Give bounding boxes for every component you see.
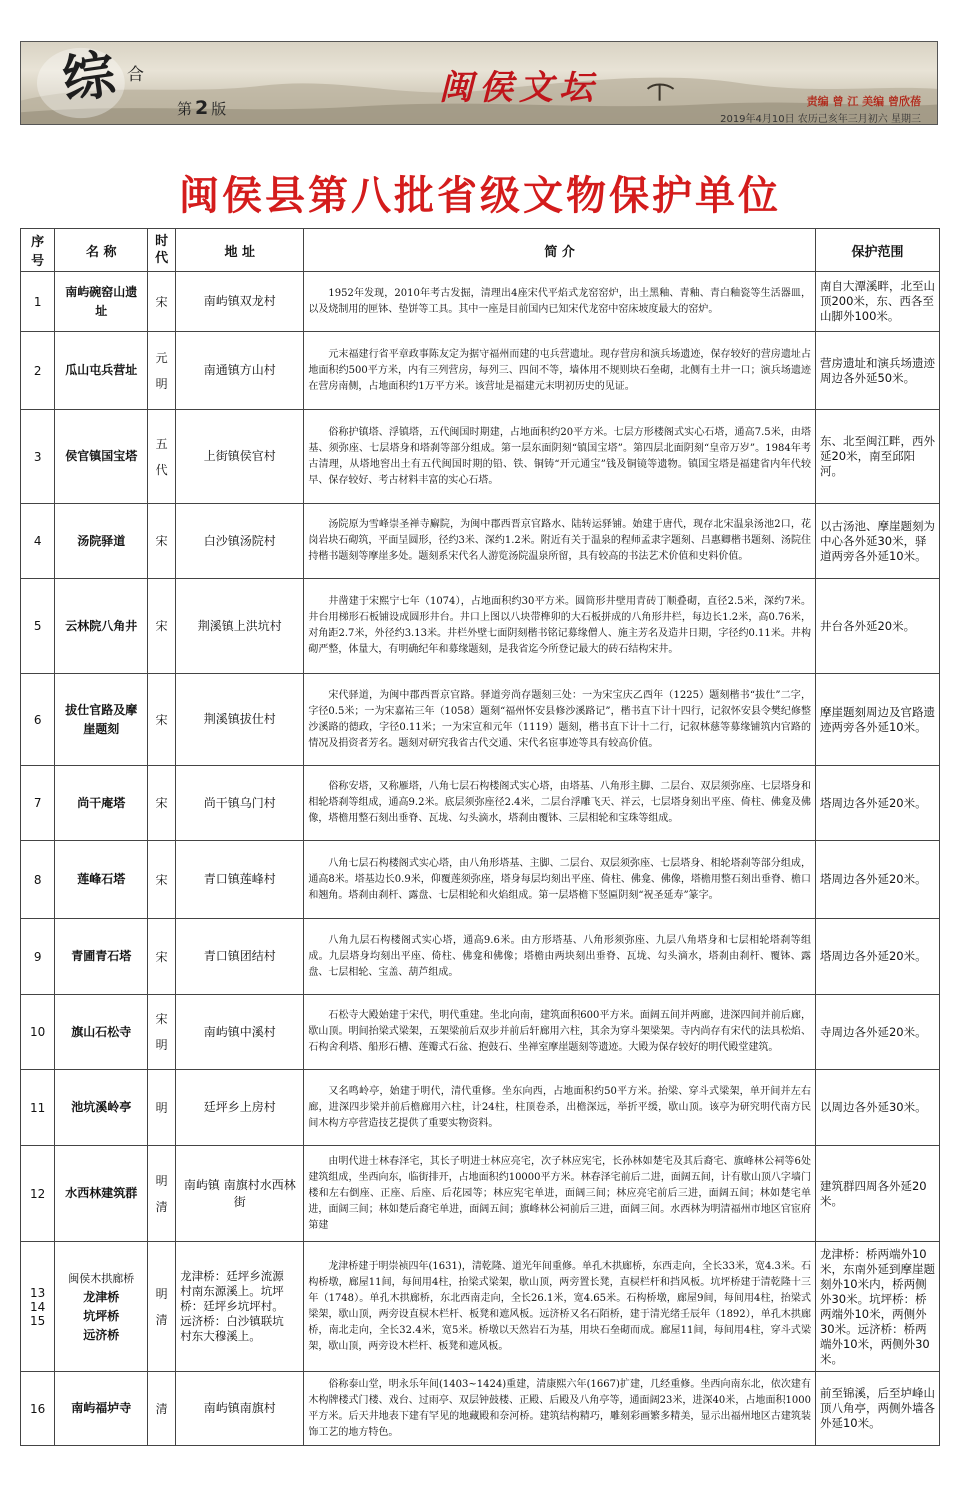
header-description: 简 介 (304, 229, 816, 272)
page-title: 闽侯县第八批省级文物保护单位 (179, 173, 781, 219)
row-name-line: 坑坪桥 (83, 1308, 120, 1323)
row-address: 南屿镇 南旗村水西林街 (176, 1146, 304, 1242)
row-description: 宋代驿道，为闽中郡西晋京官路。驿道旁尚存题刻三处：一为宋宝庆乙酉年（1225）题刻楷书“拔仕”二字，字径0.5米；一为宋嘉祐三年（1058）题刻“福州怀安县修沙溪路记”，楷书直下计十四行，记叙怀安县令樊纪修整沙溪路的德政，字径0.11米；一为宋宣和元年（1119）题刻，楷书直下计十二行，记叙林慈等募缘铺筑内官路的情况及捐资者芳名。题刻对研究我省古代交通、宋代名宦事迹等具有较高价值。 (304, 674, 816, 766)
row-address: 上街镇侯官村 (176, 410, 304, 504)
table-row (21, 1146, 940, 1242)
row-address-line: 桥：廷坪乡坑坪村。 (180, 1299, 284, 1313)
row-era: 宋 (148, 272, 176, 332)
row-description: 俗称泰山堂，明永乐年间(1403~1424)重建，清康熙六年(1667)扩建，几经重修。坐西向南东北，依次建有木构牌楼式门楼、戏台、过雨亭、双层钟鼓楼、正殿、后殿及八角亭等，通面阔23米，进深40米，占地面积1000平方米。后天井地表下建有罕见的地藏殿和奈河桥。建筑结构精巧，雕刻彩画繁多精美，显示出福州地区古建筑装饰工艺的地方特色。 (304, 1372, 816, 1446)
row-no: 9 (21, 919, 55, 995)
row-description: 八角七层石构楼阁式实心塔，由八角形塔基、主脚、二层台、双层须弥座、七层塔身、相轮塔刹等部分组成，通高8米。塔基边长0.9米，仰覆莲须弥座，塔身每层均刻出平座、倚柱、佛龛、佛像，塔檐用整石刻出垂脊、檐口和翘角。塔刹由刹杆、露盘、七层相轮和火焰组成。第一层塔檐下竖匾阴刻“祝圣延寿”篆字。 (304, 841, 816, 919)
row-era: 宋 (148, 674, 176, 766)
row-scope: 塔周边各外延20米。 (815, 919, 939, 995)
table-row (21, 410, 940, 504)
row-era: 宋 (148, 841, 176, 919)
header-address: 地 址 (176, 229, 304, 272)
row-name: 南屿碗窑山遗址 (55, 272, 148, 332)
row-address: 尚干镇乌门村 (176, 766, 304, 841)
row-address (176, 1242, 304, 1372)
row-address: 白沙镇汤院村 (176, 504, 304, 579)
row-address-line: 村南东源溪上。坑坪 (180, 1284, 284, 1298)
row-description: 又名鸣岭亭，始建于明代，清代重修。坐东向西，占地面积约50平方米。抬梁、穿斗式梁架，单开间并左右廊，进深四步梁并前后檐廊用六柱，计24柱，柱顶卷杀，出檐深远，举折平缓，歇山顶。该亭为研究明代南方民间木构方亭营造技艺提供了重要实物资料。 (304, 1070, 816, 1146)
table-row (21, 1372, 940, 1446)
row-scope: 龙津桥：桥两端外10米，东南外延到摩崖题刻外10米内，桥两侧外30米。坑坪桥：桥两端外10米，两侧外30米。远济桥：桥两端外10米，两侧外30米。 (815, 1242, 939, 1372)
row-era: 明 清 (148, 1242, 176, 1372)
row-scope: 以周边各外延30米。 (815, 1070, 939, 1146)
row-no: 5 (21, 579, 55, 674)
row-name: 拔仕官路及摩崖题刻 (55, 674, 148, 766)
row-era: 宋 (148, 766, 176, 841)
row-era: 明 (148, 1070, 176, 1146)
row-scope: 摩崖题刻周边及官路遗迹两旁各外延10米。 (815, 674, 939, 766)
row-address: 南屿镇中溪村 (176, 995, 304, 1070)
row-no: 4 (21, 504, 55, 579)
section-subglyph: 合 (127, 65, 144, 85)
table-row (21, 919, 940, 995)
row-name: 水西林建筑群 (55, 1146, 148, 1242)
row-description: 俗称安塔，又称雁塔，八角七层石构楼阁式实心塔，由塔基、八角形主脚、二层台、双层须弥座、七层塔身和相轮塔刹等组成，通高9.2米。底层须弥座径2.4米，二层台浮雕飞天、祥云，七层塔身刻出平座、倚柱、佛龛及佛像，塔檐用整石刻出垂脊、瓦垅、勾头滴水，塔刹由覆钵、三层相轮和宝珠等组成。 (304, 766, 816, 841)
table-row (21, 1070, 940, 1146)
table-row (21, 272, 940, 332)
row-name: 尚干庵塔 (55, 766, 148, 841)
header-era: 时代 (148, 229, 176, 272)
row-era: 宋 (148, 579, 176, 674)
row-era: 宋 明 (148, 995, 176, 1070)
row-scope: 南自大潭溪畔，北至山顶200米，东、西各至山脚外100米。 (815, 272, 939, 332)
row-name (55, 1242, 148, 1372)
row-scope: 东、北至闽江畔，西外延20米，南至邱阳河。 (815, 410, 939, 504)
row-address: 荆溪镇上洪坑村 (176, 579, 304, 674)
table-row (21, 1242, 940, 1372)
edition-suffix: 版 (211, 100, 227, 118)
edition-prefix: 第 (177, 100, 193, 118)
row-scope: 建筑群四周各外延20米。 (815, 1146, 939, 1242)
header-scope: 保护范围 (815, 229, 939, 272)
section-glyph: 综 (58, 43, 119, 112)
row-scope: 寺周边各外延20米。 (815, 995, 939, 1070)
row-scope: 塔周边各外延20米。 (815, 766, 939, 841)
table-row (21, 332, 940, 410)
row-name-line: 远济桥 (83, 1327, 120, 1342)
row-no: 16 (21, 1372, 55, 1446)
row-address-line: 村东大穆溪上。 (180, 1329, 261, 1343)
row-era: 清 (148, 1372, 176, 1446)
row-description: 俗称护镇塔、浮镇塔，五代闽国时期建，占地面积约20平方米。七层方形楼阁式实心石塔，通高7.5米，由塔基、须弥座、七层塔身和塔刹等部分组成。第一层东面阴刻“镇国宝塔”。第四层北面阴刻“皇帝万岁”。1984年考古清理，从塔地窖出土有五代闽国时期的铅、铁、铜铸“开元通宝”钱及铜镜等遗物。镇国宝塔是福建省内年代较早、保存较好、考古材料丰富的实心石塔。 (304, 410, 816, 504)
row-era: 明 清 (148, 1146, 176, 1242)
row-scope: 营房遗址和演兵场遗迹周边各外延50米。 (815, 332, 939, 410)
row-name: 莲峰石塔 (55, 841, 148, 919)
row-era: 宋 (148, 919, 176, 995)
dateline: 2019年4月10日 农历己亥年三月初六 星期三 (720, 114, 921, 125)
table-header-row (21, 229, 940, 272)
row-description: 八角九层石构楼阁式实心塔，通高9.6米。由方形塔基、八角形须弥座、九层八角塔身和七层相轮塔刹等组成。九层塔身均刻出平座、倚柱、佛龛和佛像；塔檐由两块刻出垂脊、瓦垅、勾头滴水，塔刹由刹杆、覆钵、露盘、七层相轮、宝盖、葫芦组成。 (304, 919, 816, 995)
row-name-line: 龙津桥 (83, 1289, 120, 1304)
row-no: 2 (21, 332, 55, 410)
row-name: 汤院驿道 (55, 504, 148, 579)
table-row (21, 995, 940, 1070)
row-name: 云林院八角井 (55, 579, 148, 674)
heritage-sites-table (20, 228, 940, 1446)
row-name: 青圃青石塔 (55, 919, 148, 995)
row-description: 元末福建行省平章政事陈友定为据守福州而建的屯兵营遗址。现存营房和演兵场遗迹，保存较好的营房遗址占地面积约500平方米，内有三列营房，每列三、四间不等，墙体用不规则块石垒砌，北侧有土井一口；演兵场遗迹在营房南侧，占地面积约1万平方米。该营址是福建元末明初历史的见证。 (304, 332, 816, 410)
row-no: 12 (21, 1146, 55, 1242)
row-name: 侯官镇国宝塔 (55, 410, 148, 504)
row-scope: 以古汤池、摩崖题刻为中心各外延30米，驿道两旁各外延10米。 (815, 504, 939, 579)
row-address: 廷坪乡上房村 (176, 1070, 304, 1146)
row-address: 荆溪镇拔仕村 (176, 674, 304, 766)
row-scope: 井台各外延20米。 (815, 579, 939, 674)
row-no-line: 15 (30, 1313, 46, 1328)
row-name: 南屿福垆寺 (55, 1372, 148, 1446)
table-row (21, 841, 940, 919)
masthead (20, 41, 938, 125)
header-no: 序号 (21, 229, 55, 272)
row-no: 7 (21, 766, 55, 841)
row-address: 青口镇团结村 (176, 919, 304, 995)
row-no: 8 (21, 841, 55, 919)
row-no: 11 (21, 1070, 55, 1146)
row-description: 龙津桥建于明崇祯四年(1631)，清乾隆、道光年间重修。单孔木拱廊桥，东西走向，全长33米，宽4.3米。石构桥墩，廊屋11间，每间用4柱，抬梁式梁架，歇山顶，两旁置长凳，直棂栏杆和挡风板。坑坪桥建于清乾隆十三年（1748）。单孔木拱廊桥，东北西南走向，全长26.1米，宽4.65米。石构桥墩，廊屋9间，每间用4柱，抬梁式梁架，歇山顶，两旁设直棂木栏杆、板凳和遮风板。远济桥又名石陌桥，建于清光绪壬辰年（1892），单孔木拱廊桥，南北走向，全长32.4米，宽5米。桥墩以天然岩石为基，用块石垒砌而成。廊屋11间，每间用4柱，穿斗式梁架，歇山顶，两旁设木栏杆、板凳和遮风板。 (304, 1242, 816, 1372)
row-no: 3 (21, 410, 55, 504)
editors-credit: 责编 曾 江 美编 曾欣蓓 (806, 95, 921, 108)
row-address-line: 远济桥：白沙镇联坑 (180, 1314, 284, 1328)
row-era: 宋 (148, 504, 176, 579)
table-row (21, 674, 940, 766)
row-no (21, 1242, 55, 1372)
header-name: 名 称 (55, 229, 148, 272)
newspaper-title: 闽侯文坛 (439, 68, 599, 108)
row-era: 元 明 (148, 332, 176, 410)
row-scope: 前至锦溪，后至垆峰山顶八角亭，两侧外墙各外延10米。 (815, 1372, 939, 1446)
row-address-line: 龙津桥：廷坪乡流源 (180, 1269, 284, 1283)
row-name: 池坑溪岭亭 (55, 1070, 148, 1146)
row-name-group: 闽侯木拱廊桥 (68, 1271, 135, 1285)
edition-label (177, 97, 226, 119)
row-era: 五 代 (148, 410, 176, 504)
edition-number: 2 (195, 97, 209, 119)
table-row (21, 579, 940, 674)
row-no: 10 (21, 995, 55, 1070)
row-no: 6 (21, 674, 55, 766)
row-no-line: 13 (30, 1285, 46, 1300)
row-name: 瓜山屯兵营址 (55, 332, 148, 410)
row-address: 青口镇莲峰村 (176, 841, 304, 919)
row-no: 1 (21, 272, 55, 332)
row-description: 石松寺大殿始建于宋代，明代重建。坐北向南，建筑面积600平方米。面阔五间并两廊，进深四间并前后廊，歇山顶。明间抬梁式梁架，五架梁前后双步并前后轩廊用六柱，其余为穿斗架梁架。寺内尚存有宋代的法具松焰、石构舍利塔、船形石槽、莲瓣式石盆、抱鼓石、坐禅室摩崖题刻等遗迹。大殿为保存较好的明代殿堂建筑。 (304, 995, 816, 1070)
row-description: 井凿建于宋熙宁七年（1074），占地面积约30平方米。圆筒形井壁用青砖丁顺叠砌，直径2.5米，深约7米。井台用梯形石板铺设成圆形井台。井口上图以八块带榫卯的大石板拼成的八角形井栏，每边长1.2米，高0.76米，对角距2.7米，外径约3.13米。井栏外壁七面阴刻楷书铭记募缘僧人、施主芳名及造井日期，字径约0.11米。井构砌严整，体量大，有明确纪年和募缘题刻，是我省迄今所登记最大的砖石结构宋井。 (304, 579, 816, 674)
row-description: 汤院原为雪峰崇圣禅寺廨院，为闽中郡西晋京官路水、陆转运驿铺。始建于唐代，现存北宋温泉汤池2口，花岗岩块石砌筑，平面呈圆形，径约3米、深约1.2米。附近有关于温泉的程师孟隶字题刻、吕惠卿楷书题刻、汤院住持楷书题刻等摩崖多处。题刻系宋代名人游览汤院温泉所留，具有较高的书法艺术价值和史料价值。 (304, 504, 816, 579)
table-row (21, 766, 940, 841)
row-description: 由明代进士林春泽宅，其长子明进士林应亮宅，次子林应宪宅，长孙林如楚宅及其后裔宅、旗峰林公祠等6处建筑组成，坐西向东，临街排开，占地面积约10000平方米。林春泽宅前后二进，面阔五间，计有歇山顶八字墙门楼和左右倒座、正座、后座、后花园等；林应宪宅单进，面阔三间；林应亮宅前后三进，面阔五间；林如楚宅单进，面阔三间；林如楚后裔宅单进，面阔五间；旗峰林公祠前后三进，面阔三间。水西林为明清福州市地区官宦府第建 (304, 1146, 816, 1242)
row-description: 1952年发现，2010年考古发掘，清理出4座宋代平焰式龙窑窑炉，出土黑釉、青釉、青白釉瓷等生活器皿，以及烧制用的匣钵、垫饼等工具。其中一座是目前国内已知宋代龙窑中窑床坡度最大的窑炉。 (304, 272, 816, 332)
row-address: 南屿镇南旗村 (176, 1372, 304, 1446)
row-name: 旗山石松寺 (55, 995, 148, 1070)
row-no-line: 14 (30, 1299, 46, 1314)
row-address: 南通镇方山村 (176, 332, 304, 410)
table-row (21, 504, 940, 579)
row-address: 南屿镇双龙村 (176, 272, 304, 332)
row-scope: 塔周边各外延20米。 (815, 841, 939, 919)
